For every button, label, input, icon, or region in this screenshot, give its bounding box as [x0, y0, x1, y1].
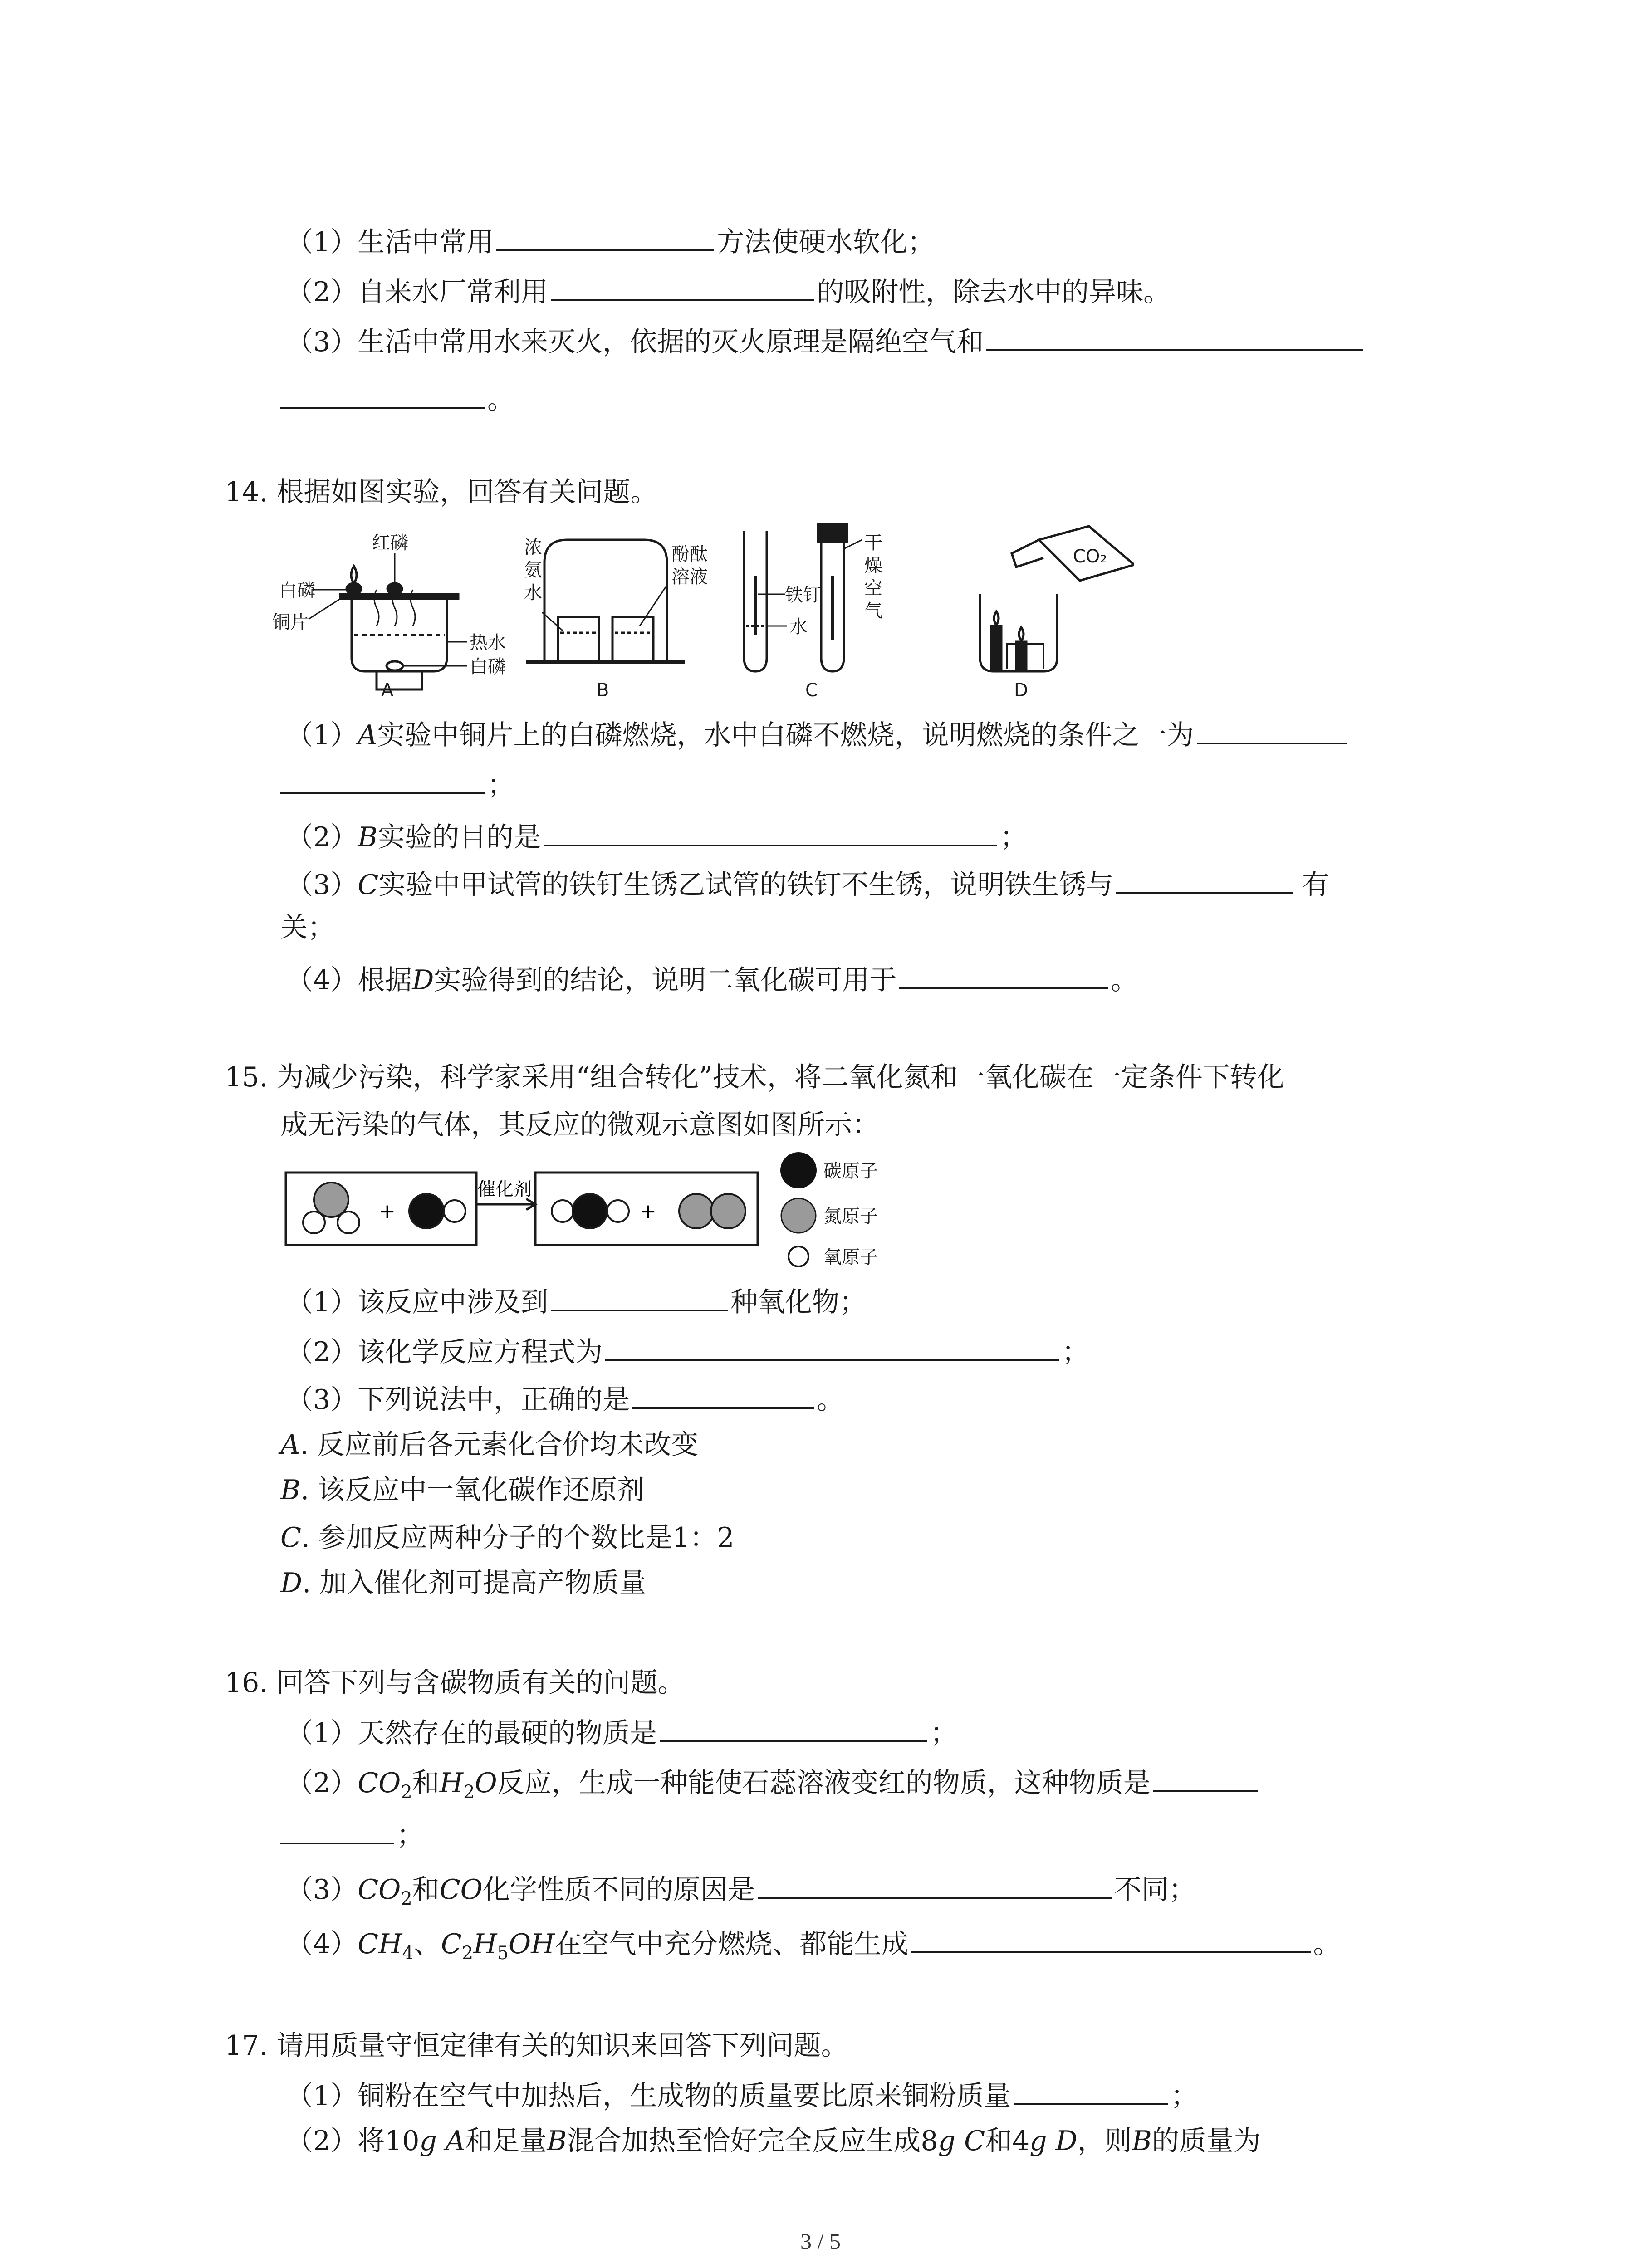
q13-p1-post: 方法使硬水软化； — [717, 226, 935, 258]
option-text: . 该反应中一氧化碳作还原剂 — [300, 1474, 645, 1506]
formula: H — [439, 1767, 464, 1799]
legend-carbon-icon — [780, 1152, 817, 1188]
fig-a-label-copper: 铜片 — [272, 612, 309, 633]
figure-d — [980, 526, 1134, 671]
q14-p2-var: B — [358, 821, 378, 853]
answer-blank[interactable] — [1153, 1762, 1258, 1792]
q15-option-c — [280, 1520, 734, 1556]
q14-p4-end: 。 — [1111, 964, 1138, 996]
q16-p2-text: 反应，生成一种能使石蕊溶液变红的物质，这种物质是 — [497, 1767, 1151, 1799]
q14-p3-you: 有 — [1302, 869, 1330, 901]
answer-blank[interactable] — [899, 959, 1108, 989]
fig-c-tieding: 铁钉 — [785, 585, 821, 606]
carbon-atom — [573, 1194, 607, 1228]
answer-blank[interactable] — [551, 271, 814, 301]
oxygen-atom — [552, 1200, 573, 1222]
formula: B — [547, 2125, 567, 2157]
q14-p2-text: 实验的目的是 — [377, 821, 541, 853]
option-letter: A — [280, 1429, 300, 1461]
q17-p2-e: ，则 — [1077, 2125, 1132, 2157]
q16-part4 — [286, 1923, 1341, 1971]
catalyst-label: 催化剂 — [477, 1179, 532, 1200]
q17-part2 — [286, 2123, 1261, 2159]
legend-carbon: 碳原子 — [823, 1161, 878, 1182]
fig-a-letter: A — [381, 680, 394, 701]
q17-p2-d: 和4 — [985, 2125, 1030, 2157]
q16-p3-end: 不同； — [1114, 1874, 1196, 1906]
figure-a — [309, 553, 467, 689]
q15-p2-pre: （2）该化学反应方程式为 — [286, 1336, 603, 1368]
q15-p1-pre: （1）该反应中涉及到 — [286, 1286, 549, 1318]
answer-blank[interactable] — [986, 321, 1363, 351]
fig-c-qi: 气 — [864, 601, 882, 621]
q16-p3-text: 化学性质不同的原因是 — [482, 1874, 755, 1906]
bottle-neck — [1012, 540, 1043, 567]
q14-p1-var: A — [358, 719, 377, 751]
flame-icon — [994, 611, 999, 625]
q17-p2-b: 和足量 — [465, 2125, 547, 2157]
q17-p2-c: 混合加热至恰好完全反应生成8 — [567, 2125, 938, 2157]
conj: 和 — [412, 1874, 440, 1906]
answer-blank[interactable] — [280, 764, 485, 794]
q14-p3-num: （3） — [286, 869, 358, 901]
q13-p2-post: 的吸附性，除去水中的异味。 — [817, 276, 1171, 308]
formula: CO — [358, 1874, 401, 1906]
answer-blank[interactable] — [1116, 864, 1293, 894]
answer-blank[interactable] — [496, 221, 714, 251]
answer-blank[interactable] — [544, 816, 997, 846]
q17-p1-pre: （1）铜粉在空气中加热后，生成物的质量要比原来铜粉质量 — [286, 2080, 1011, 2112]
q16-p3-num: （3） — [286, 1874, 358, 1906]
red-phosphorus — [387, 583, 402, 594]
q14-p2-num: （2） — [286, 821, 358, 853]
nitrogen-atom — [314, 1183, 348, 1217]
q17-stem-text: 17. 请用质量守恒定律有关的知识来回答下列问题。 — [225, 2030, 848, 2062]
fig-c-zao: 燥 — [864, 555, 882, 576]
subscript: 2 — [401, 1782, 412, 1803]
fig-c-shui: 水 — [789, 616, 808, 637]
q14-part1-cont — [280, 764, 514, 803]
legend-oxygen-icon — [789, 1246, 808, 1266]
answer-blank[interactable] — [911, 1923, 1311, 1953]
subscript: 5 — [497, 1943, 509, 1964]
q13-p2-pre: （2）自来水厂常利用 — [286, 276, 549, 308]
q15-stem-text1: 15. 为减少污染，科学家采用“组合转化”技术，将二氧化氮和一氧化碳在一定条件下转化 — [225, 1061, 1284, 1093]
bell-jar — [544, 540, 667, 662]
option-text: . 参加反应两种分子的个数比是1：2 — [301, 1522, 735, 1554]
q16-part1 — [286, 1712, 957, 1751]
option-letter: D — [280, 1567, 303, 1599]
formula: g A — [419, 2125, 465, 2157]
fig-c-gan: 干 — [864, 533, 882, 553]
q15-p3-end: 。 — [817, 1384, 844, 1416]
oxygen-atom — [607, 1200, 629, 1222]
q15-figure — [281, 1150, 916, 1281]
q17-p1-end: ； — [1171, 2080, 1198, 2112]
q14-p4-num: （4）根据 — [286, 964, 412, 996]
formula: g D — [1029, 2125, 1078, 2157]
fig-b-fentai: 酚酞 — [671, 544, 708, 565]
q15-p3-pre: （3）下列说法中，正确的是 — [286, 1384, 630, 1416]
nitrogen-atom — [711, 1194, 745, 1228]
q15-stem-text2: 成无污染的气体，其反应的微观示意图如图所示： — [280, 1109, 879, 1141]
fig-a-label-white2: 白磷 — [470, 656, 506, 677]
fig-d-letter: D — [1014, 680, 1028, 701]
candle-1 — [991, 626, 1001, 669]
q16-p2-end: ； — [397, 1819, 424, 1851]
leader — [309, 599, 340, 619]
candle-2 — [1016, 642, 1026, 669]
flame-icon — [1019, 627, 1024, 641]
legend-oxygen: 氧原子 — [823, 1247, 878, 1268]
fig-b-nong: 浓 — [524, 537, 542, 558]
option-text: . 加入催化剂可提高产物质量 — [302, 1567, 647, 1599]
q16-part2 — [286, 1762, 1260, 1810]
separator: 、 — [413, 1928, 441, 1960]
q16-p1-end: ； — [930, 1717, 958, 1749]
answer-blank[interactable] — [758, 1869, 1112, 1899]
answer-blank[interactable] — [1014, 2075, 1168, 2105]
q14-part3 — [286, 864, 1329, 903]
q13-part2 — [286, 271, 1171, 310]
formula: H — [473, 1928, 497, 1960]
q16-p2-num: （2） — [286, 1767, 358, 1799]
fig-d-co2: CO₂ — [1073, 546, 1107, 567]
q16-stem — [225, 1665, 685, 1701]
stopper — [818, 524, 847, 542]
q16-part2-cont — [280, 1814, 424, 1853]
fig-c-letter: C — [805, 680, 818, 701]
q14-stem — [225, 474, 658, 510]
fig-a-label-red: 红磷 — [372, 533, 408, 553]
fig-b-an: 氨 — [524, 560, 542, 581]
q14-part1 — [286, 714, 1349, 753]
q14-figure — [272, 522, 1134, 703]
answer-blank[interactable] — [280, 1814, 394, 1844]
figure-b — [526, 540, 685, 662]
oxygen-atom — [303, 1212, 325, 1233]
answer-blank[interactable] — [605, 1331, 1059, 1361]
q15-option-b — [280, 1472, 644, 1508]
q14-p4-text: 实验得到的结论，说明二氧化碳可用于 — [434, 964, 897, 996]
fig-a-label-hotwater: 热水 — [470, 632, 506, 653]
subscript: 2 — [461, 1943, 474, 1964]
subscript: 2 — [401, 1888, 412, 1909]
q14-p1-end: ； — [487, 769, 514, 801]
formula: CH — [358, 1928, 402, 1960]
nitrogen-atom — [679, 1194, 714, 1228]
q16-p4-num: （4） — [286, 1928, 358, 1960]
subscript: 4 — [402, 1943, 414, 1964]
q16-p4-end: 。 — [1313, 1928, 1341, 1960]
q17-part1 — [286, 2075, 1198, 2114]
legend-nitrogen-icon — [781, 1198, 816, 1233]
conj: 和 — [412, 1767, 440, 1799]
answer-blank[interactable] — [660, 1712, 927, 1742]
q14-p3-guan: 关； — [280, 912, 335, 943]
flame-icon — [351, 566, 357, 583]
q16-stem-text: 16. 回答下列与含碳物质有关的问题。 — [225, 1667, 685, 1699]
q15-stem1 — [225, 1059, 1284, 1095]
answer-blank[interactable] — [280, 379, 485, 409]
carbon-atom — [409, 1194, 444, 1228]
q15-part2 — [286, 1331, 1089, 1370]
q13-part1 — [286, 221, 935, 260]
q17-p2-a: （2）将10 — [286, 2125, 420, 2157]
q15-p2-end: ； — [1062, 1336, 1089, 1368]
q13-p1-pre: （1）生活中常用 — [286, 226, 494, 258]
plus-sign: + — [379, 1200, 396, 1223]
q14-part2 — [286, 816, 1027, 855]
q14-part4 — [286, 959, 1138, 998]
q15-part1 — [286, 1281, 867, 1320]
q13-part3-cont — [280, 379, 514, 418]
q14-p1-num: （1） — [286, 719, 358, 751]
q17-p2-f: 的质量为 — [1151, 2125, 1261, 2157]
q15-option-a — [280, 1427, 699, 1463]
oxygen-atom — [444, 1200, 465, 1222]
answer-blank[interactable] — [632, 1379, 814, 1409]
option-text: . 反应前后各元素化合价均未改变 — [300, 1429, 699, 1461]
q14-part3-cont — [280, 909, 335, 946]
option-letter: B — [280, 1474, 301, 1506]
q16-p1-pre: （1）天然存在的最硬的物质是 — [286, 1717, 657, 1749]
formula: B — [1132, 2125, 1152, 2157]
beaker-phenol — [612, 617, 653, 662]
option-letter: C — [280, 1522, 301, 1554]
answer-blank[interactable] — [1197, 714, 1347, 744]
q13-part3 — [286, 321, 1366, 360]
q13-p3-end: 。 — [487, 384, 514, 415]
white-phosphorus-water — [387, 661, 403, 670]
q17-stem — [225, 2028, 848, 2064]
q15-part3 — [286, 1379, 844, 1418]
q15-p1-post: 种氧化物； — [730, 1286, 867, 1318]
formula: OH — [509, 1928, 555, 1960]
copper-plate — [340, 594, 458, 599]
formula: g C — [938, 2125, 985, 2157]
plus-sign: + — [640, 1200, 656, 1223]
q14-p4-var: D — [412, 964, 434, 996]
q16-part3 — [286, 1869, 1196, 1917]
subscript: 2 — [463, 1782, 475, 1803]
fig-b-letter: B — [597, 680, 609, 701]
q15-option-d — [280, 1565, 646, 1601]
q13-p3-pre: （3）生活中常用水来灭火，依据的灭火原理是隔绝空气和 — [286, 326, 984, 358]
q14-p3-var: C — [358, 869, 379, 901]
q14-p2-end: ； — [1000, 821, 1028, 853]
fig-a-label-white: 白磷 — [279, 580, 315, 601]
fig-b-shui: 水 — [524, 582, 542, 603]
formula: O — [475, 1767, 497, 1799]
formula: C — [441, 1928, 462, 1960]
white-phosphorus-top — [347, 583, 361, 594]
q14-stem-text: 14. 根据如图实验，回答有关问题。 — [225, 476, 658, 508]
answer-blank[interactable] — [551, 1281, 728, 1311]
legend-nitrogen: 氮原子 — [823, 1206, 878, 1227]
q14-p1-text: 实验中铜片上的白磷燃烧，水中白磷不燃烧，说明燃烧的条件之一为 — [377, 719, 1194, 751]
fig-b-rongye: 溶液 — [671, 567, 708, 587]
q15-stem2 — [280, 1107, 879, 1143]
formula: CO — [439, 1874, 483, 1906]
page-number: 3 / 5 — [800, 2229, 841, 2254]
fig-c-kong: 空 — [864, 578, 882, 599]
q16-p4-text: 在空气中充分燃烧、都能生成 — [554, 1928, 909, 1960]
q14-p3-text: 实验中甲试管的铁钉生锈乙试管的铁钉不生锈，说明铁生锈与 — [378, 869, 1114, 901]
formula: CO — [358, 1767, 401, 1799]
oxygen-atom — [338, 1212, 359, 1233]
beaker-ammonia — [558, 617, 599, 662]
